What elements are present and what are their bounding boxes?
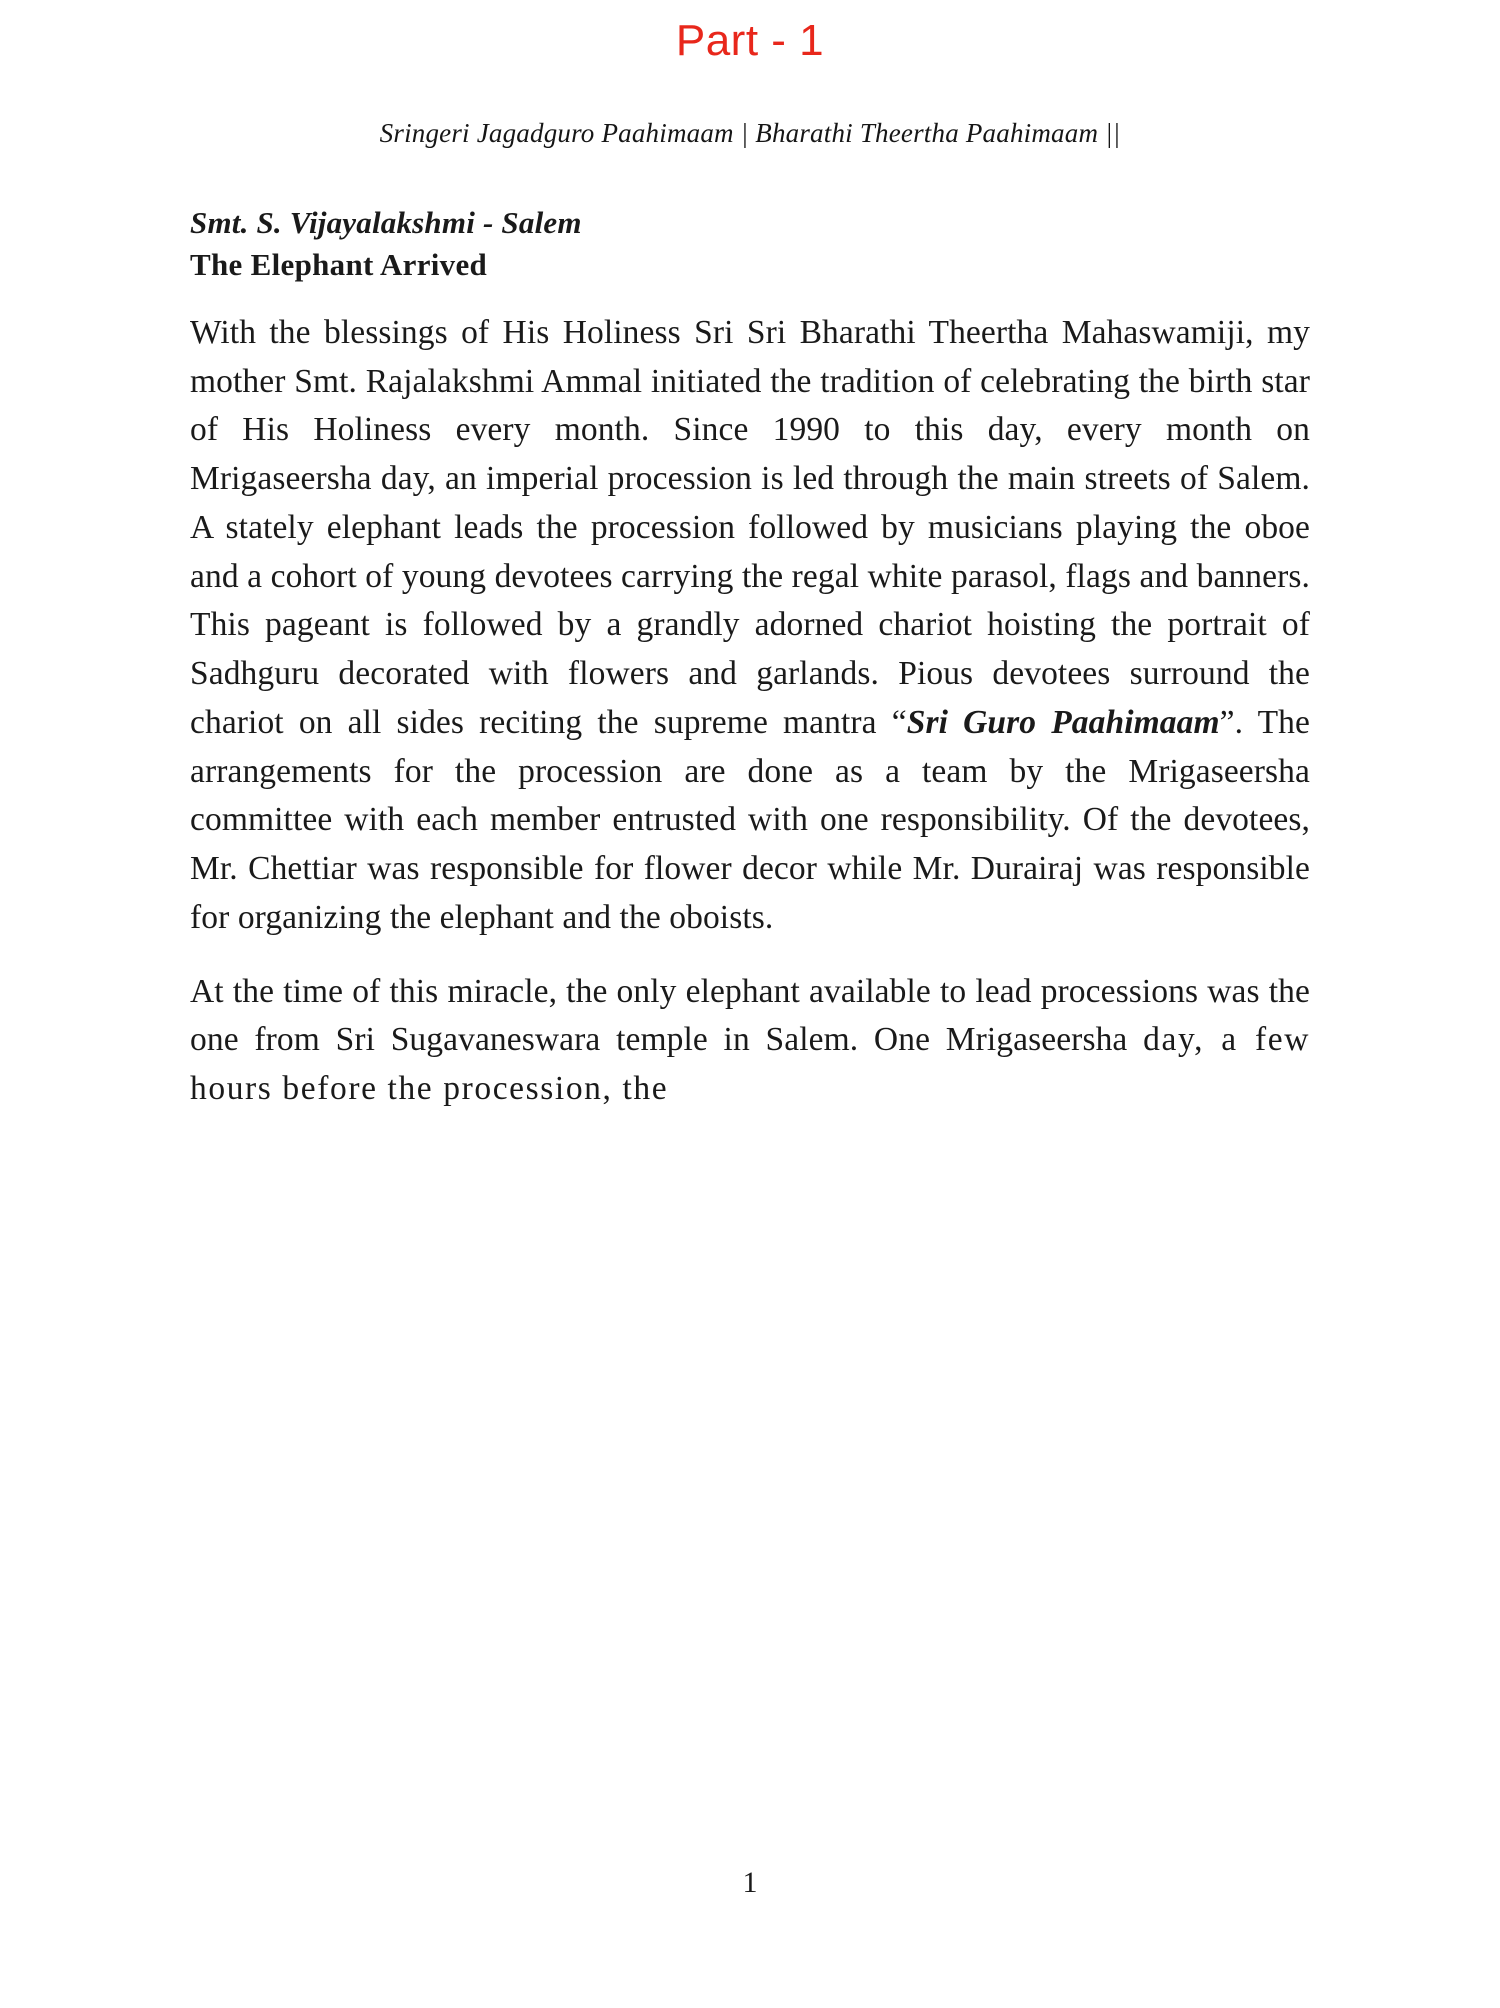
paragraph-2-text: At the time of this miracle, the only elephant available to lead processions was the one from Sri Sugavaneswara temple in Salem. One Mrigaseersha xyxy=(190,972,1310,1059)
paragraph-1-text-before-mantra: With the blessings of His Holiness Sri Sri Bharathi Theertha Mahaswamiji, my mother Smt. Rajalakshmi Ammal initiated the tradition of celebrating the birth star of His Holiness every month. Since 1990 to this day, every month on Mrigaseersha day, an imperial procession is led through the main streets of Salem. A stately elephant leads the procession followed by musicians playing the oboe and a cohort of young devotees carrying the regal white parasol, flags and banners. This pageant is followed by a grandly adorned chariot hoisting the portrait of Sadhguru decorated with flowers and garlands. Pious devotees surround the chariot on all sides reciting the supreme mantra “ xyxy=(190,314,1310,741)
body-paragraph-2 xyxy=(190,968,1310,1114)
paragraph-1-text-after-mantra: ”. The arrangements for the procession are done as a team by the Mrigaseersha committee with each member entrusted with one responsibility. Of the devotees, Mr. Chettiar was responsible for flower decor while Mr. Durairaj was responsible for organizing the elephant and the oboists. xyxy=(190,703,1310,936)
document-page xyxy=(0,8,1500,2008)
page-title: Part - 1 xyxy=(675,16,825,65)
body-paragraph-1 xyxy=(190,309,1310,943)
author-byline: Smt. S. Vijayalakshmi - Salem xyxy=(190,205,582,240)
paragraph-2-last-line: day, a few hours before the procession, the xyxy=(190,1021,1310,1108)
page-number: 1 xyxy=(742,1866,758,1899)
mantra-phrase: Sri Guro Paahimaam xyxy=(906,703,1220,741)
invocation-line: Sringeri Jagadguro Paahimaam | Bharathi Theertha Paahimaam || xyxy=(379,118,1121,148)
story-title: The Elephant Arrived xyxy=(190,247,488,282)
